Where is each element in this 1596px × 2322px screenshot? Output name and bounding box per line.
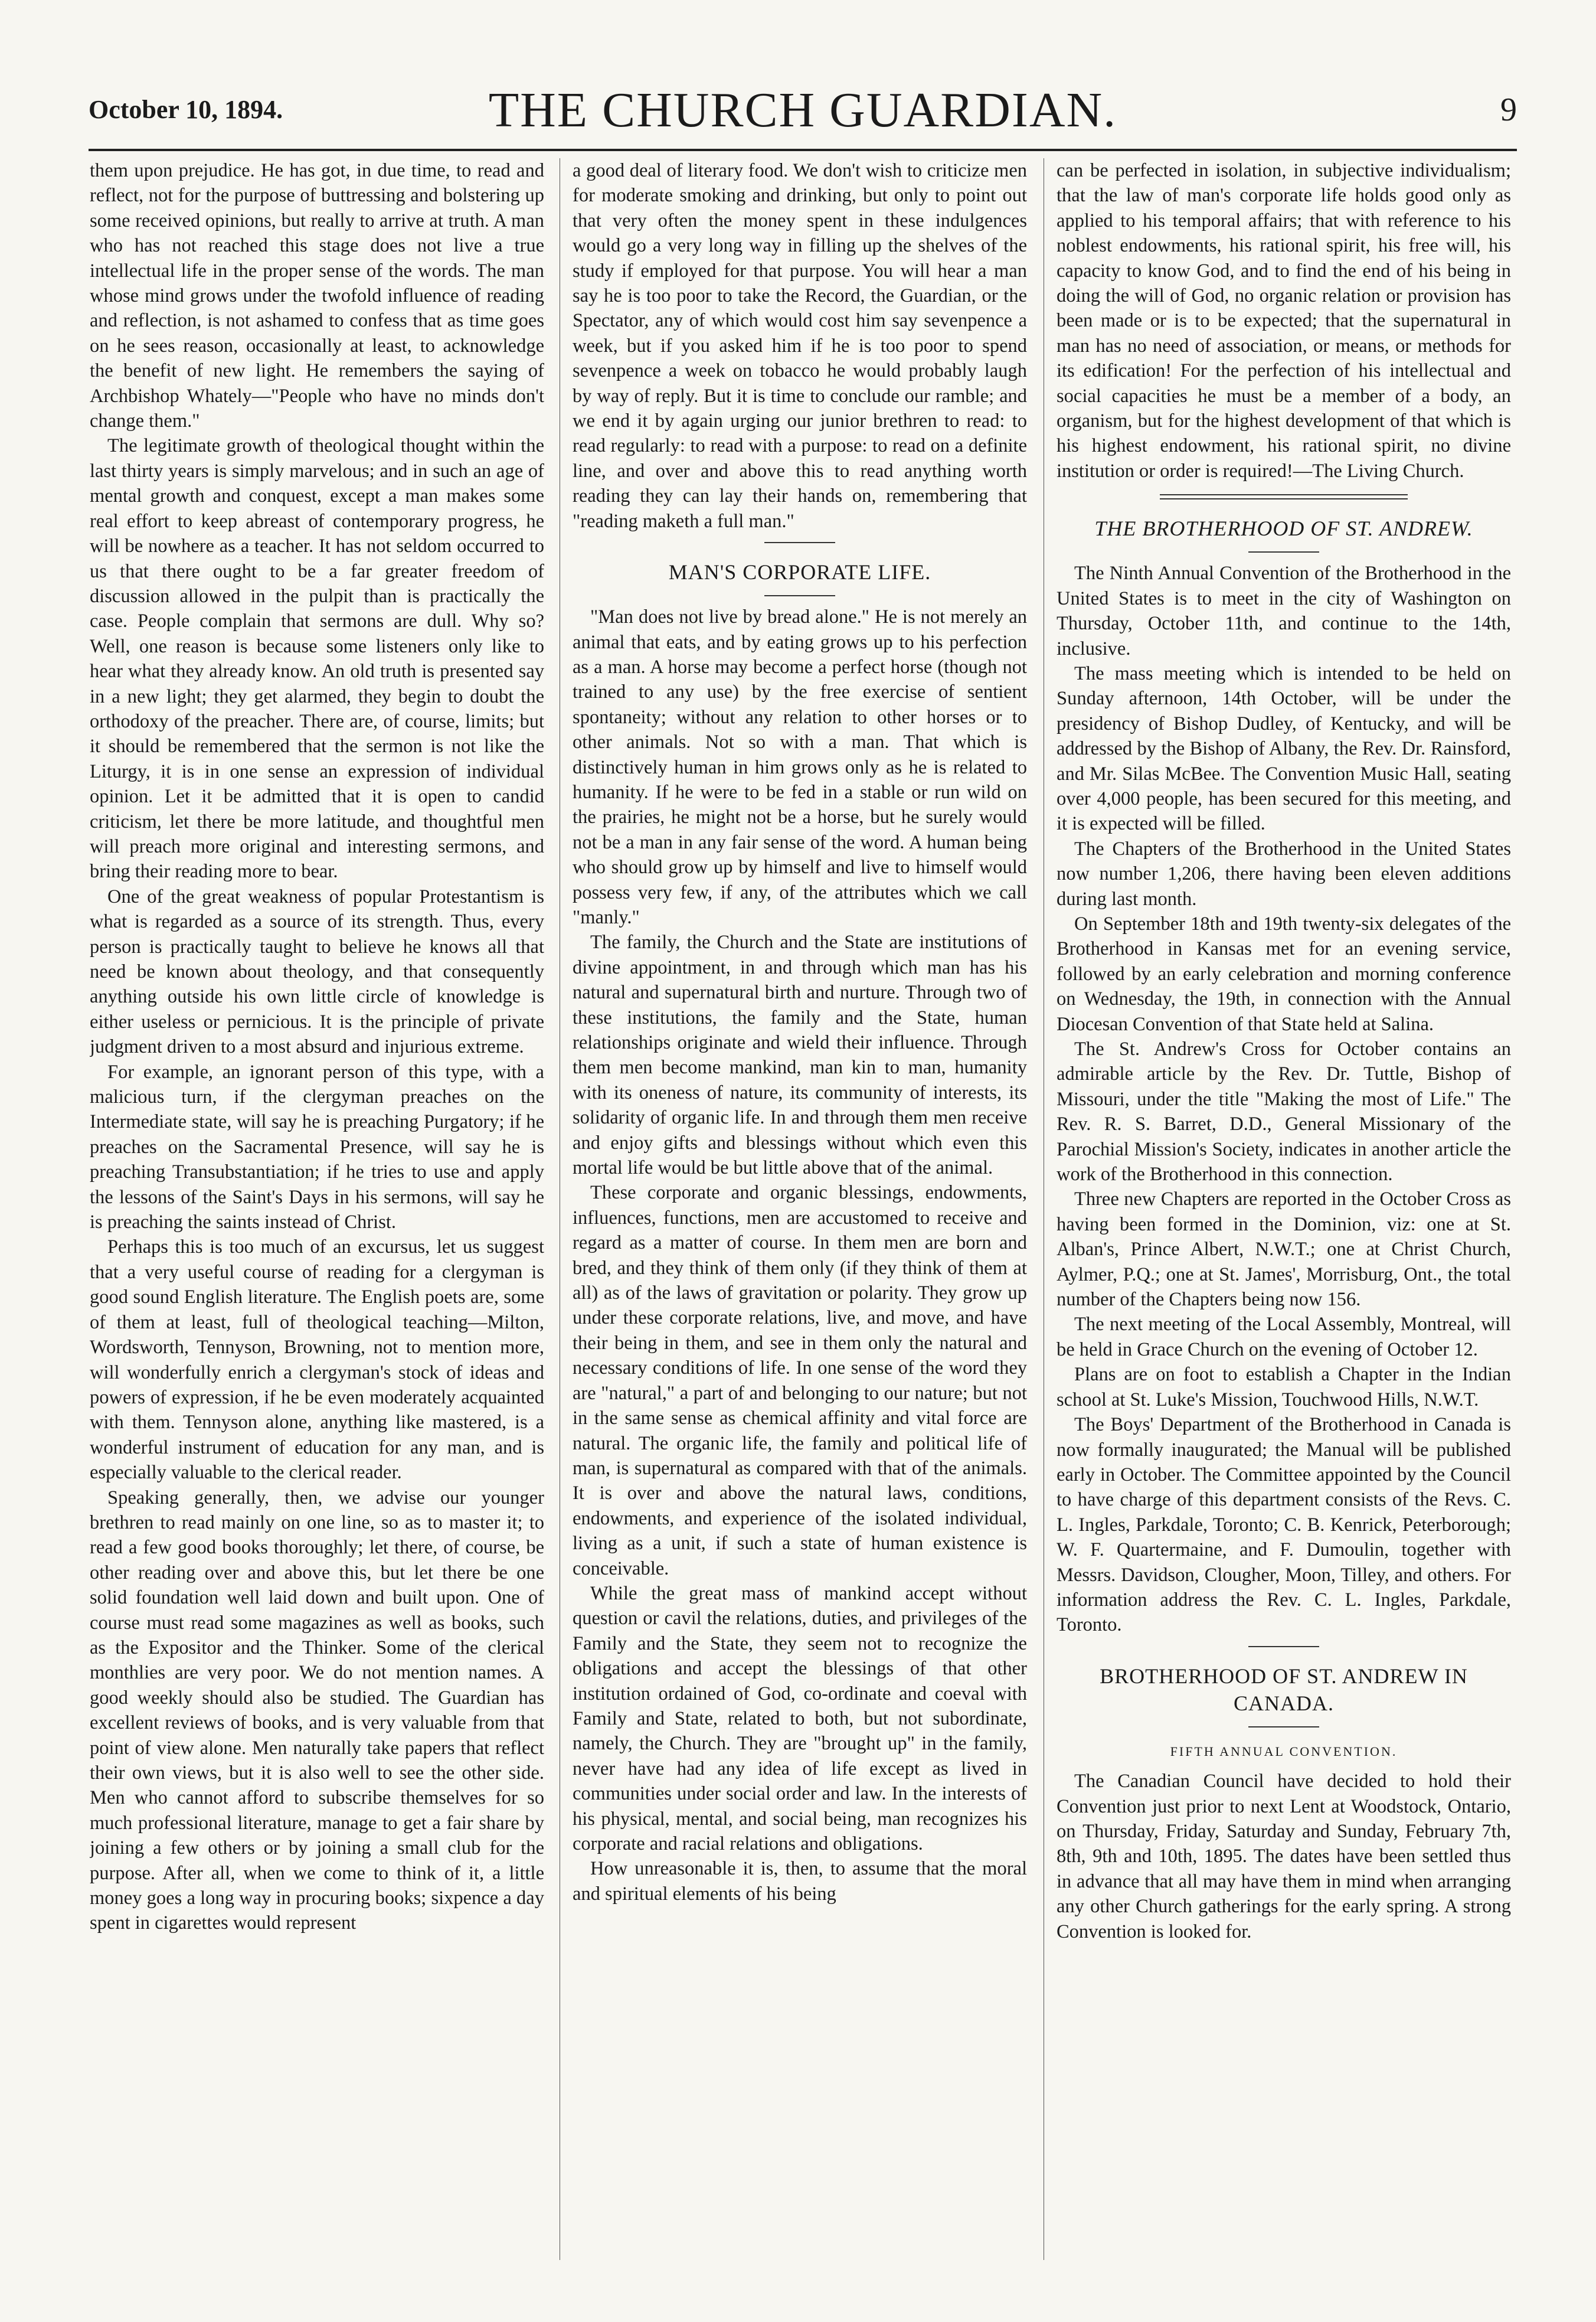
article-heading: THE BROTHERHOOD OF ST. ANDREW. [1094,517,1473,541]
paragraph: The mass meeting which is intended to be held on Sunday afternoon, 14th October, will be under the presidency of Bishop Dudley, of Kentucky, and will be addressed by the Bishop of Albany, the Rev. Dr. Rainsford, and Mr. Silas McBee. The Convention Music Hall, seating over 4,000 people, has been secured for this meeting, and it is expected will be filled. [1057,662,1511,835]
paragraph: The next meeting of the Local Assembly, Montreal, will be held in Grace Church on the evening of October 12. [1057,1314,1511,1360]
section-rule [764,595,835,596]
paragraph: Speaking generally, then, we advise our younger brethren to read mainly on one line, so as to master it; to read a few good books thoroughly; let there, of course, be other reading over and above this, but let there be one solid foundation well laid down and built upon. One of course must read some magazines as well as books, such as the Expositor and the Thinker. Some of the clerical monthlies are very poor. We do not mention names. A good weekly should also be studied. The Guardian has excellent reviews of books, and is very valuable from that point of view alone. Men naturally take papers that reflect their own views, but it is also well to see the other side. Men who cannot afford to subscribe themselves for so much professional literature, manage to get a fair share by joining a few others or by joining a small club for the purpose. After all, when we come to think of it, a little money goes a long way in procuring books; sixpence a day spent in cigarettes would represent [90,1487,544,1934]
paragraph: Perhaps this is too much of an excursus, let us suggest that a very useful course of reading for a clergyman is good sound English literature. The English poets are, some of them at least, full of theological teaching—Milton, Wordsworth, Tennyson, Browning, not to mention more, will wonderfully enrich a clergyman's stock of ideas and powers of expression, if he be even moderately acquainted with them. Tennyson alone, anything like mastered, is a wonderful instrument of education for any man, and is especially valuable to the clerical reader. [90,1236,544,1484]
paragraph: The Chapters of the Brotherhood in the United States now number 1,206, there having been eleven additions during last month. [1057,838,1511,910]
newspaper-title: THE CHURCH GUARDIAN. [488,83,1117,138]
paragraph: On September 18th and 19th twenty-six delegates of the Brotherhood in Kansas met for an evening service, followed by an early celebration and morning conference on Wednesday, the 19th, in connection with the Annual Diocesan Convention of that State held at Salina. [1057,913,1511,1035]
masthead-rule [89,149,1517,151]
paragraph: These corporate and organic blessings, endowments, influences, functions, men are accustomed to receive and regard as a matter of course. In them men are born and bred, and they think of them only (if they think of them at all) as of the laws of gravitation or polarity. They grow up under these corporate relations, live, and move, and have their being in them, and see in them only the natural and necessary conditions of life. In one sense of the word they are "natural," a part of and belonging to our nature; but not in the same sense as chemical affinity and vital force are natural. The organic life, the family and political life of man, is supernatural as compared with that of the animals. It is over and above the natural laws, conditions, endowments, and experience of the isolated individual, living as a unit, if such a state of human existence is conceivable. [573,1182,1027,1579]
paragraph: The Canadian Council have decided to hold their Convention just prior to next Lent at Woodstock, Ontario, on Thursday, Friday, Saturday and Sunday, February 7th, 8th, 9th and 10th, 1895. The dates have been settled thus in advance that all may have them in mind when arranging any other Church gatherings for the early spring. A strong Convention is looked for. [1057,1771,1511,1942]
paragraph: The Ninth Annual Convention of the Brotherhood in the United States is to meet in the city of Washington on Thursday, October 11th, and continue to the 14th, inclusive. [1057,563,1511,659]
paragraph: While the great mass of mankind accept without question or cavil the relations, duties, and privileges of the Family and the State, they seem not to recognize the obligations and accept the blessings of that other institution ordained of God, co-ordinate and coeval with Family and State, related to both, but not subordinate, namely, the Church. They are "brought up" in the family, never have had any idea of life except as lived in communities under social order and law. In the interests of his physical, mental, and social being, man recognizes his corporate and racial relations and obligations. [573,1582,1027,1854]
article-subheading: FIFTH ANNUAL CONVENTION. [1170,1743,1398,1759]
issue-date: October 10, 1894. [89,95,283,124]
paragraph: How unreasonable it is, then, to assume that the moral and spiritual elements of his being [573,1858,1027,1905]
paragraph: Plans are on foot to establish a Chapter in the Indian school at St. Luke's Mission, Touchwood Hills, N.W.T. [1057,1364,1511,1410]
masthead [89,77,1517,148]
section-rule [1248,1646,1319,1647]
paragraph: The family, the Church and the State are institutions of divine appointment, in and through which man has his natural and supernatural birth and nurture. Through two of these institutions, the family and the State, human relationships originate and wield their influence. Through them men become mankind, man kin to man, humanity with its oneness of nature, its community of interests, its solidarity of organic life. In and through them men receive and enjoy gifts and blessings without which even this mortal life would be but little above that of the animal. [573,932,1027,1179]
column-1 [90,158,544,2260]
paragraph: a good deal of literary food. We don't wish to criticize men for moderate smoking and drinking, but only to point out that very often the money spent in these indulgences would go a very long way in filling up the shelves of the study if employed for that purpose. You will hear a man say he is too poor to take the Record, the Guardian, or the Spectator, any of which would cost him say sevenpence a week, but if you asked him if he is too poor to spend sevenpence a week on tobacco he would probably laugh by way of reply. But it is time to conclude our ramble; and we end it by again urging our junior brethren to read: to read regularly: to read with a purpose: to read on a definite line, and over and above this to read anything worth reading they can lay their hands on, remembering that "reading maketh a full man." [573,160,1027,532]
paragraph: The legitimate growth of theological thought within the last thirty years is simply marvelous; and in such an age of mental growth and conquest, except a man makes some real effort to keep abreast of contemporary progress, he will be nowhere as a teacher. It has not seldom occurred to us that there ought to be a far greater freedom of discussion allowed in the pulpit than is practically the case. People complain that sermons are dull. Why so? Well, one reason is because some listeners only like to hear what they already know. An old truth is presented say in a new light; they get alarmed, they begin to doubt the orthodoxy of the preacher. There are, of course, limits; but it should be remembered that the sermon is not like the Liturgy, it is in one sense an expression of individual opinion. Let it be admitted that it is open to candid criticism, let there be more latitude, and thoughtful men will preach more original and interesting sermons, and bring their reading more to bear. [90,435,544,883]
section-rule [1248,551,1319,553]
paragraph: them upon prejudice. He has got, in due time, to read and reflect, not for the purpose of buttressing and bolstering up some received opinions, but really to arrive at truth. A man who has not reached this stage does not live a true intellectual life in the proper sense of the words. The man whose mind grows under the twofold influence of reading and reflection, is not ashamed to confess that as time goes on he sees reason, occasionally at least, to acknowledge the benefit of new light. He remembers the saying of Archbishop Whately—"People who have no minds don't change them." [90,160,544,432]
paragraph: can be perfected in isolation, in subjective individualism; that the law of man's corporate life holds good only as applied to his temporal affairs; that with reference to his noblest endowments, his rational spirit, his free will, his capacity to know God, and to find the end of his being in doing the will of God, no organic relation or provision has been made or is to be expected; that the supernatural in man has no need of association, or means, or methods for its edification! For the perfection of his intellectual and social capacities he must be a member of a body, an organism, but for the highest development of that which is his highest endowment, his rational spirit, no divine institution or order is required!—The Living Church. [1057,160,1511,482]
paragraph: Three new Chapters are reported in the October Cross as having been formed in the Dominion, viz: one at St. Alban's, Prince Albert, N.W.T.; one at Christ Church, Aylmer, P.Q.; one at St. James', Morrisburg, Ont., the total number of the Chapters being now 156. [1057,1188,1511,1311]
paragraph: The Boys' Department of the Brotherhood in Canada is now formally inaugurated; the Manual will be published early in October. The Committee appointed by the Council to have charge of this department consists of the Revs. C. L. Ingles, Parkdale, Toronto; C. B. Kenrick, Peterborough; W. F. Quartermaine, and F. Dumoulin, together with Messrs. Davidson, Clougher, Moon, Tilley, and others. For information address the Rev. C. L. Ingles, Parkdale, Toronto. [1057,1414,1511,1636]
section-rule [764,542,835,543]
article-heading: MAN'S CORPORATE LIFE. [668,560,931,584]
paragraph: One of the great weakness of popular Protestantism is what is regarded as a source of its strength. Thus, every person is practically taught to believe he knows all that need be known about theology, and that consequently anything outside his own little circle of knowledge is either useless or pernicious. It is the principle of private judgment driven to a most absurd and injurious extreme. [90,886,544,1058]
paragraph: "Man does not live by bread alone." He is not merely an animal that eats, and by eating grows up to his perfection as a man. A horse may become a perfect horse (though not trained to any use) by the free exercise of sentient spontaneity; without any relation to other horses or to other animals. Not so with a man. That which is distinctively human in him grows only as he is related to humanity. If he were to be fed in a stable or run wild on the prairies, he might not be a horse, but he surely would not be a man in any fair sense of the word. A human being who should grow up by himself and live to himself would possess very few, if any, of the attributes which we call "manly." [573,606,1027,928]
paragraph: The St. Andrew's Cross for October contains an admirable article by the Rev. Dr. Tuttle, Bishop of Missouri, under the title "Making the most of Life." The Rev. R. S. Barret, D.D., General Missionary of the Parochial Mission's Society, indicates in another article the work of the Brotherhood in this connection. [1057,1038,1511,1186]
column-3 [1057,158,1511,2260]
article-heading: BROTHERHOOD OF ST. ANDREW IN CANADA. [1100,1664,1468,1715]
section-rule [1160,494,1408,499]
page-number: 9 [1500,92,1517,128]
paragraph: For example, an ignorant person of this type, with a malicious turn, if the clergyman preaches on the Intermediate state, will say he is preaching Purgatory; if he preaches on the Sacramental Presence, will say he is preaching Transubstantiation; if he tries to use and apply the lessons of the Saint's Days in his sermons, will say he is preaching the saints instead of Christ. [90,1061,544,1233]
column-2 [573,158,1027,2260]
section-rule [1248,1726,1319,1727]
